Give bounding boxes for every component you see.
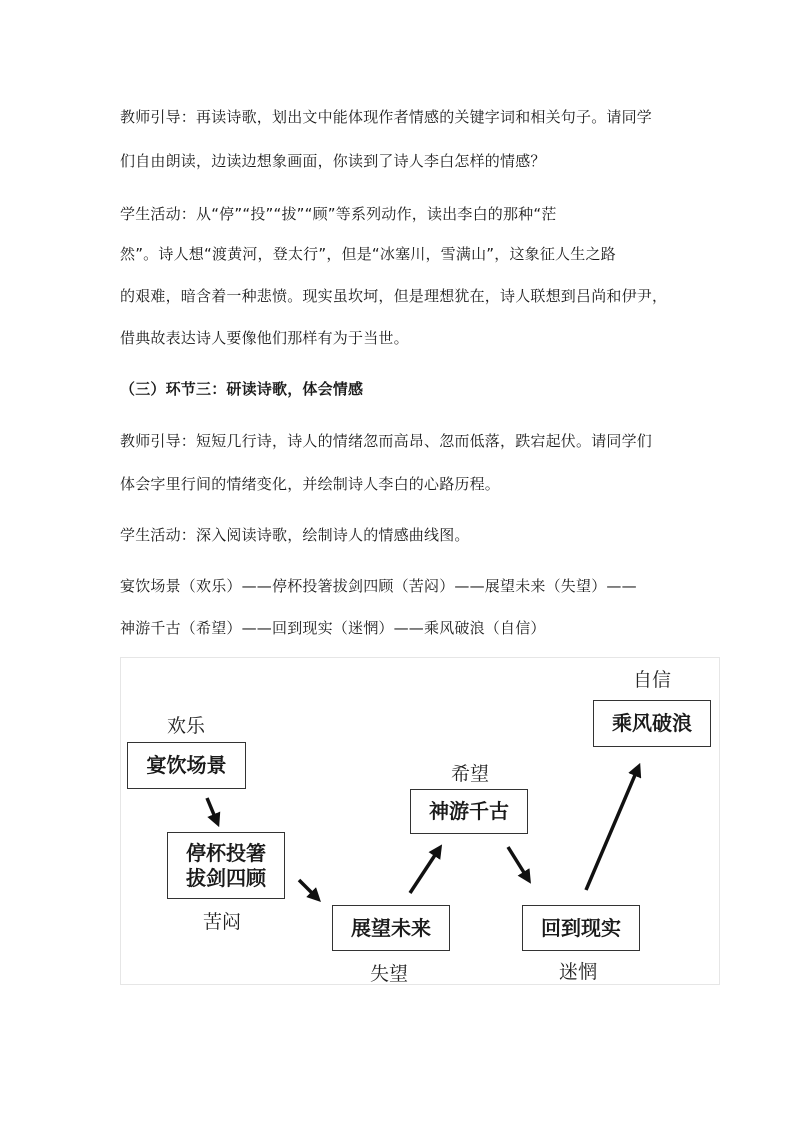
paragraph-student-activity-1-line-4: 借典故表达诗人要像他们那样有为于当世。: [120, 329, 409, 347]
arrow-1-to-2: [207, 798, 217, 822]
section-heading: （三）环节三：研读诗歌，体会情感: [120, 380, 364, 398]
stage-box-look-future: 展望未来: [332, 905, 450, 951]
paragraph-student-activity-1-line-1: 学生活动：从“停”“投”“拔”“顾”等系列动作，读出李白的那种“茫: [120, 205, 557, 223]
emotion-label-hope: 希望: [451, 763, 490, 785]
stage-box-banquet: 宴饮场景: [127, 742, 246, 789]
emotion-label-confidence: 自信: [633, 669, 672, 691]
paragraph-teacher-guide-2-line-2: 体会字里行间的情绪变化，并绘制诗人李白的心路历程。: [120, 475, 501, 493]
emotion-label-confusion: 迷惘: [559, 961, 598, 983]
arrow-4-to-5: [508, 847, 528, 879]
paragraph-student-activity-1-line-2: 然”。诗人想“渡黄河，登太行”，但是“冰塞川，雪满山”，这象征人生之路: [120, 245, 616, 263]
emotion-curve-diagram: [120, 657, 720, 985]
paragraph-student-activity-2: 学生活动：深入阅读诗歌，绘制诗人的情感曲线图。: [120, 526, 470, 544]
emotion-sequence-line-2: 神游千古（希望）——回到现实（迷惘）——乘风破浪（自信）: [120, 619, 546, 637]
emotion-label-disappointment: 失望: [370, 963, 409, 985]
emotion-sequence-line-1: 宴饮场景（欢乐）——停杯投箸拔剑四顾（苦闷）——展望未来（失望）——: [120, 577, 637, 595]
stage-box-return-reality: 回到现实: [522, 905, 640, 951]
emotion-label-joy: 欢乐: [167, 715, 206, 737]
arrow-2-to-3: [299, 880, 317, 898]
arrow-5-to-6: [586, 768, 638, 890]
paragraph-student-activity-1-line-3: 的艰难，暗含着一种悲愤。现实虽坎坷，但是理想犹在，诗人联想到吕尚和伊尹，: [120, 287, 668, 305]
stage-box-wander-ancient: 神游千古: [410, 789, 528, 834]
paragraph-teacher-guide-2-line-1: 教师引导：短短几行诗，诗人的情绪忽而高昂、忽而低落，跌宕起伏。请同学们: [120, 432, 653, 450]
paragraph-teacher-guide-1-line-2: 们自由朗读，边读边想象画面，你读到了诗人李白怎样的情感？: [120, 152, 546, 170]
emotion-label-depression: 苦闷: [203, 911, 242, 933]
arrow-3-to-4: [410, 849, 439, 893]
paragraph-teacher-guide-1-line-1: 教师引导：再读诗歌，划出文中能体现作者情感的关键字词和相关句子。请同学: [120, 108, 653, 126]
stage-box-stop-cup: 停杯投箸 拔剑四顾: [167, 832, 285, 899]
stage-box-ride-wind: 乘风破浪: [593, 700, 711, 747]
